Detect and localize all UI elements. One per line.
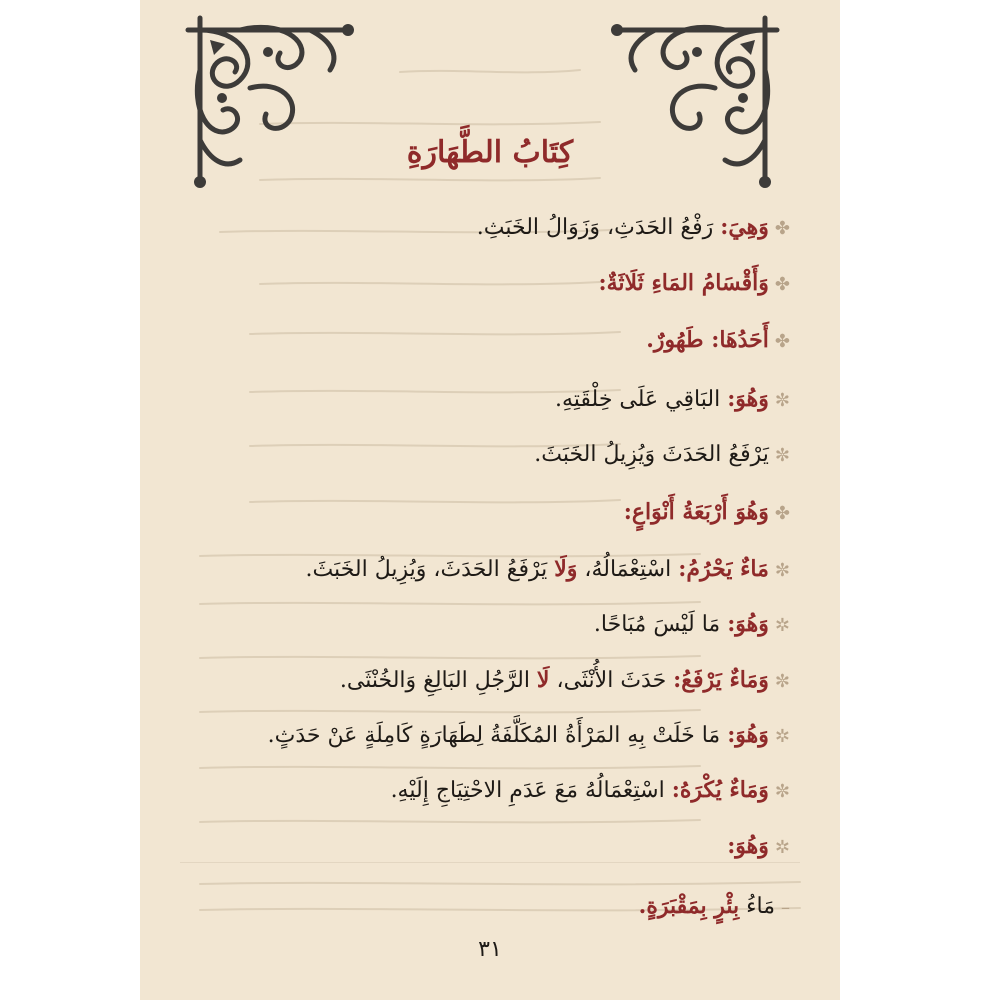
text-line — [170, 607, 790, 643]
line-marker: ✼ — [774, 390, 790, 411]
body-text: رَفْعُ الحَدَثِ، وَزَوَالُ الخَبَثِ. — [476, 215, 721, 240]
body-text: يَرْفَعُ الحَدَثَ وَيُزِيلُ الخَبَثَ. — [534, 442, 769, 467]
highlighted-term: وَهِيَ: — [720, 214, 769, 240]
line-marker: ✼ — [774, 560, 790, 581]
line-marker: ✼ — [774, 671, 790, 692]
text-line — [170, 438, 790, 473]
highlighted-term: وَلَا — [554, 556, 578, 582]
text-line — [170, 718, 790, 754]
text-body — [140, 0, 840, 1000]
footnote-rule — [180, 862, 800, 863]
highlighted-term: أَحَدُهَا: طَهُورٌ. — [646, 327, 769, 353]
body-text: الرَّجُلِ البَالِغِ وَالخُنْثَى. — [339, 668, 537, 693]
line-marker: ✤ — [774, 503, 790, 524]
highlighted-term: وَأَقْسَامُ المَاءِ ثَلَاثَةٌ: — [598, 270, 769, 296]
text-line — [170, 829, 790, 865]
highlighted-term: وَهُوَ: — [727, 722, 769, 748]
text-line — [170, 773, 790, 809]
text-line — [170, 266, 790, 302]
highlighted-term: بِئْرٍ بِمَقْبَرَةٍ. — [638, 893, 740, 919]
line-marker: – — [781, 897, 790, 918]
book-page — [140, 0, 840, 1000]
line-marker: ✼ — [774, 781, 790, 802]
line-marker: ✲ — [774, 615, 790, 636]
highlighted-term: وَمَاءٌ يَرْفَعُ: — [673, 667, 769, 693]
text-line — [170, 382, 790, 418]
highlighted-term: وَمَاءٌ يُكْرَهُ: — [671, 777, 769, 803]
text-line — [170, 663, 790, 699]
body-text: اسْتِعْمَالُهُ، — [577, 557, 679, 582]
text-line — [170, 210, 790, 246]
page-number: ٣١ — [478, 937, 502, 962]
line-marker: ✤ — [774, 331, 790, 352]
chapter-title: كِتَابُ الطَّهَارَةِ — [406, 135, 574, 170]
body-text: البَاقِي عَلَى خِلْقَتِهِ. — [555, 387, 728, 412]
body-text: مَا خَلَتْ بِهِ المَرْأَةُ المُكَلَّفَةُ لِطَهَارَةٍ كَامِلَةٍ عَنْ حَدَثٍ. — [267, 723, 728, 748]
highlighted-term: لَا — [536, 667, 550, 693]
highlighted-term: وَهُوَ: — [727, 833, 769, 859]
line-marker: ✤ — [774, 274, 790, 295]
highlighted-term: وَهُوَ: — [727, 611, 769, 637]
highlighted-term: وَهُوَ أَرْبَعَةُ أَنْوَاعٍ: — [623, 499, 769, 525]
body-text: حَدَثَ الأُنْثَى، — [549, 668, 674, 693]
body-text: مَاءُ — [739, 894, 775, 919]
body-text: اسْتِعْمَالُهُ مَعَ عَدَمِ الاحْتِيَاجِ إِلَيْهِ. — [390, 778, 672, 803]
line-marker: ✲ — [774, 837, 790, 858]
highlighted-term: مَاءٌ يَحْرُمُ: — [678, 556, 769, 582]
text-line — [170, 889, 790, 925]
body-text: يَرْفَعُ الحَدَثَ، وَيُزِيلُ الخَبَثَ. — [305, 557, 555, 582]
line-marker: ✼ — [774, 445, 790, 466]
text-line — [170, 495, 790, 531]
text-line — [170, 552, 790, 588]
body-text: مَا لَيْسَ مُبَاحًا. — [593, 612, 728, 637]
line-marker: ✤ — [774, 218, 790, 239]
line-marker: ✲ — [774, 726, 790, 747]
text-line — [170, 323, 790, 359]
highlighted-term: وَهُوَ: — [727, 386, 769, 412]
